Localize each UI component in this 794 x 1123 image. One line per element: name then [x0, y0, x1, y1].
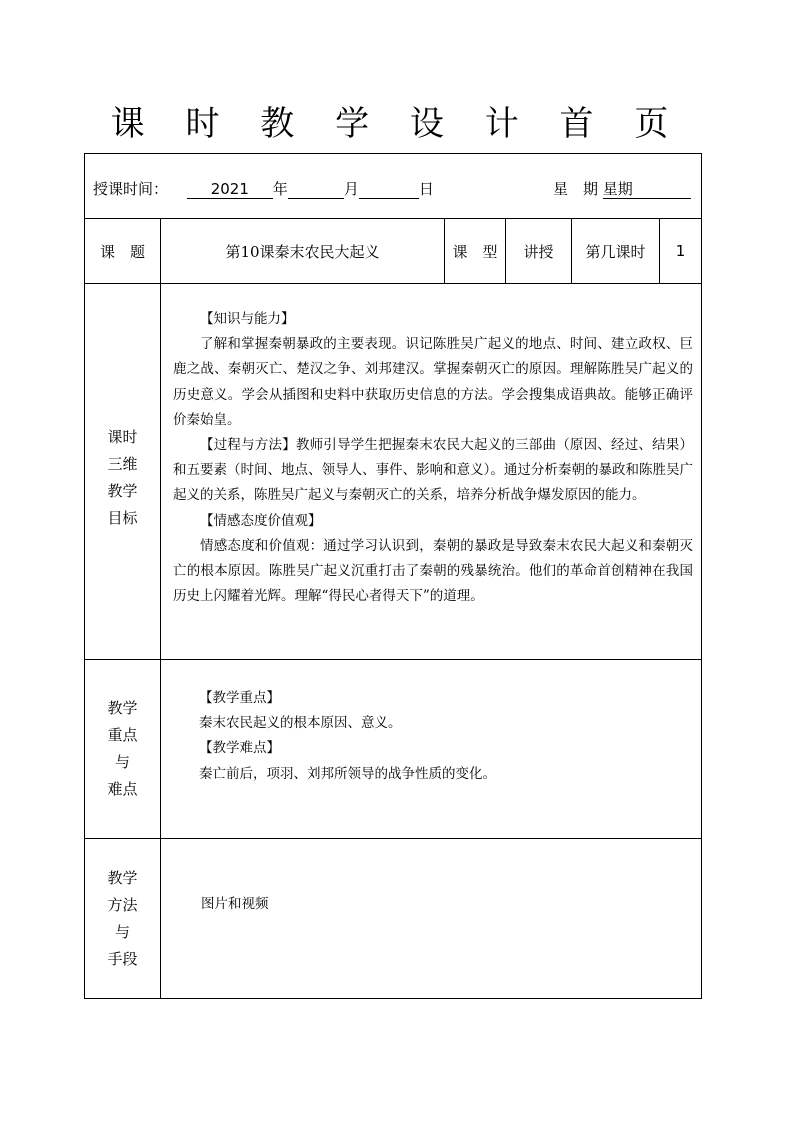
methods-label-line: 与	[114, 923, 130, 941]
key-points-label-line: 难点	[107, 780, 138, 798]
day-field[interactable]	[359, 180, 419, 199]
month-unit: 月	[343, 180, 359, 198]
objectives-label-line: 目标	[107, 508, 138, 527]
weekday-field[interactable]: 星期	[603, 180, 691, 199]
date-row	[85, 154, 701, 219]
day-unit: 日	[418, 180, 434, 198]
objectives-label	[85, 284, 161, 659]
methods-row	[85, 839, 701, 999]
methods-label-line: 方法	[107, 896, 138, 914]
methods-label-line: 手段	[107, 950, 138, 968]
emotion-heading: 【情感态度价值观】	[200, 512, 322, 529]
type-label: 课 型	[445, 219, 506, 283]
objectives-row	[85, 284, 701, 660]
key-points-label	[85, 660, 161, 838]
period-label: 第几课时	[572, 219, 660, 283]
topic-label: 课 题	[85, 219, 161, 283]
methods-content	[161, 839, 701, 999]
objectives-label-line: 课时	[107, 427, 138, 446]
objectives-label-line: 教学	[107, 481, 138, 500]
key-points-label-line: 教学	[107, 699, 138, 717]
process-text: 【过程与方法】教师引导学生把握秦末农民大起义的三部曲（原因、经过、结果）和五要素（时间、地点、领导人、事件、影响和意义）。通过分析秦朝的暴政和陈胜吴广起义的关系，陈胜吴广起义与秦朝灭亡的关系，培养分析战争爆发原因的能力。	[173, 437, 693, 504]
topic-value: 第10课秦末农民大起义	[161, 219, 445, 283]
date-label: 授课时间：	[93, 180, 169, 198]
type-value: 讲授	[506, 219, 572, 283]
objectives-label-line: 三维	[107, 454, 138, 473]
focus-heading: 【教学重点】	[199, 690, 280, 706]
key-points-label-line: 重点	[107, 726, 138, 744]
methods-label	[85, 839, 161, 999]
key-points-content	[161, 660, 701, 838]
knowledge-text: 了解和掌握秦朝暴政的主要表现。识记陈胜吴广起义的地点、时间、建立政权、巨鹿之战、秦朝灭亡、楚汉之争、刘邦建汉。掌握秦朝灭亡的原因。理解陈胜吴广起义的历史意义。学会从插图和史料中获取历史信息的方法。学会搜集成语典故。能够正确评价秦始皇。	[173, 336, 693, 428]
objectives-content	[161, 284, 701, 659]
month-field[interactable]	[288, 180, 344, 199]
knowledge-heading: 【知识与能力】	[200, 311, 295, 327]
difficulty-text: 秦亡前后，项羽、刘邦所领导的战争性质的变化。	[199, 765, 496, 782]
methods-text: 图片和视频	[201, 896, 269, 912]
focus-text: 秦末农民起义的根本原因、意义。	[199, 715, 402, 732]
year-field[interactable]: 2021	[187, 180, 273, 199]
year-unit: 年	[272, 180, 288, 198]
key-points-row	[85, 660, 701, 839]
period-value: 1	[675, 242, 686, 260]
topic-row	[85, 219, 701, 284]
weekday-label: 星 期	[553, 180, 599, 198]
key-points-label-line: 与	[114, 753, 130, 771]
emotion-text: 情感态度和价值观：通过学习认识到，秦朝的暴政是导致秦末农民大起义和秦朝灭亡的根本原因。陈胜吴广起义沉重打击了秦朝的残暴统治。他们的革命首创精神在我国历史上闪耀着光辉。理解“得民心者得天下”的道理。	[173, 537, 693, 605]
difficulty-heading: 【教学难点】	[199, 740, 280, 757]
page-title: 课 时 教 学 设 计 首 页	[110, 104, 684, 144]
methods-label-line: 教学	[107, 869, 138, 887]
lesson-plan-table	[84, 153, 702, 999]
